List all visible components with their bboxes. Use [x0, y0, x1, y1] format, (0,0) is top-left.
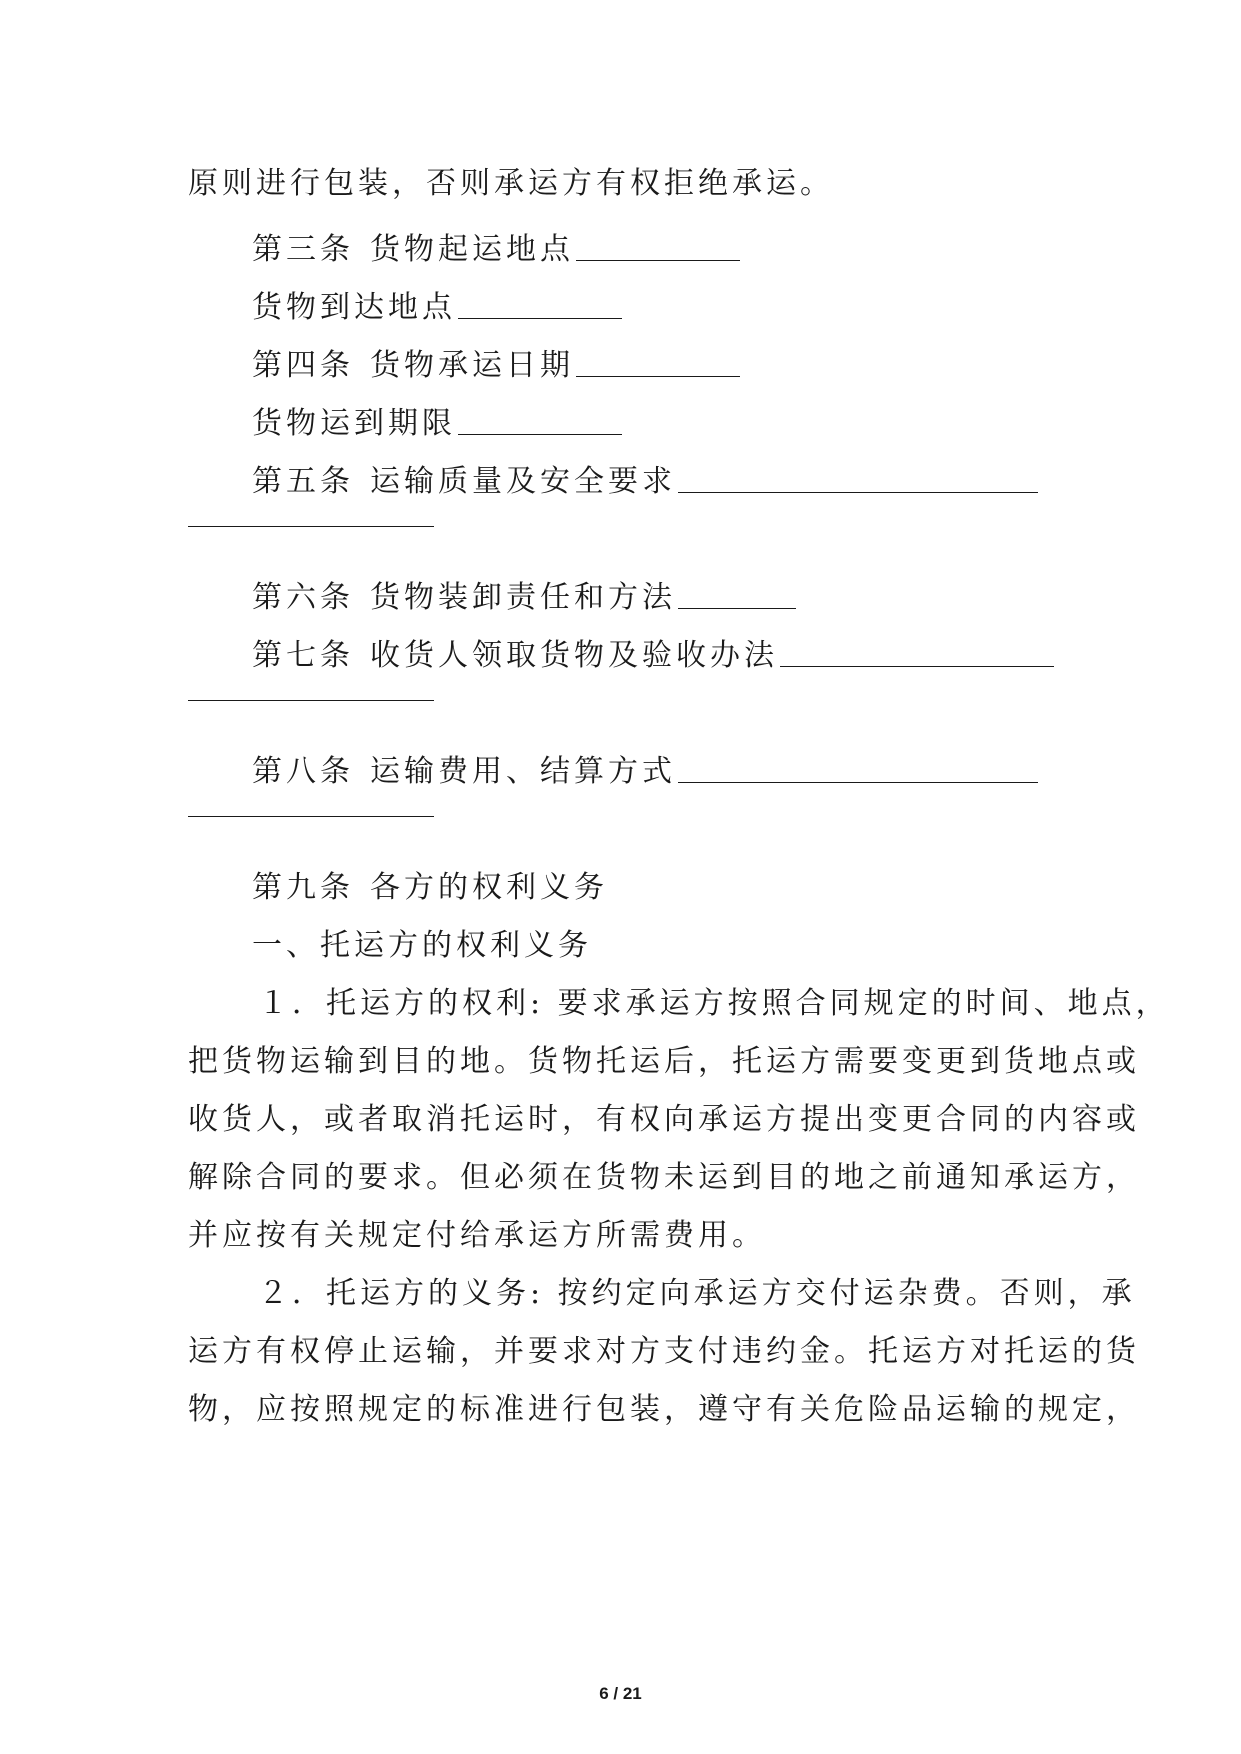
section-title: 各方的权利义务 [370, 870, 608, 905]
field-label: 货物装卸责任和方法 [370, 580, 676, 615]
fill-blank[interactable] [678, 578, 796, 609]
fill-blank[interactable] [576, 346, 740, 377]
article-number: 第九条 [252, 870, 354, 905]
article-number: 第三条 [252, 232, 354, 267]
field-label: 货物运到期限 [252, 406, 456, 441]
article-3-origin [252, 230, 1068, 270]
fill-blank[interactable] [576, 230, 740, 261]
page-number: 6 / 21 [599, 1684, 642, 1703]
article-3-destination [252, 288, 1068, 328]
paragraph-line: 运方有权停止运输，并要求对方支付违约金。托运方对托运的货 [188, 1334, 1140, 1369]
article-8-fees [252, 752, 1068, 792]
article-number: 第七条 [252, 638, 354, 673]
article-number: 第四条 [252, 348, 354, 383]
article-number: 第五条 [252, 464, 354, 499]
paragraph-line: 原则进行包装，否则承运方有权拒绝承运。 [188, 166, 834, 201]
paragraph-line: 收货人，或者取消托运时，有权向承运方提出变更合同的内容或 [188, 1102, 1140, 1137]
field-label: 运输费用、结算方式 [370, 754, 676, 789]
article-number: 第六条 [252, 580, 354, 615]
field-label: 收货人领取货物及验收办法 [370, 638, 778, 673]
article-6-loading [252, 578, 1068, 618]
article-7-acceptance [252, 636, 1068, 676]
article-5-quality [252, 462, 1068, 502]
paragraph-line: ２．托运方的义务: 按约定向承运方交付运杂费。否则，承 [258, 1276, 1136, 1311]
subsection-heading: 一、托运方的权利义务 [252, 928, 592, 963]
fill-blank-continuation[interactable] [188, 526, 434, 527]
fill-blank[interactable] [780, 636, 1054, 667]
article-4-deadline [252, 404, 1068, 444]
fill-blank-continuation[interactable] [188, 700, 434, 701]
paragraph-line: 并应按有关规定付给承运方所需费用。 [188, 1218, 766, 1253]
article-4-date [252, 346, 1068, 386]
fill-blank[interactable] [458, 404, 622, 435]
article-9-heading [252, 868, 1068, 908]
fill-blank-continuation[interactable] [188, 816, 434, 817]
field-label: 货物起运地点 [370, 232, 574, 267]
article-number: 第八条 [252, 754, 354, 789]
fill-blank[interactable] [678, 462, 1038, 493]
paragraph-line: １．托运方的权利: 要求承运方按照合同规定的时间、地点， [258, 986, 1170, 1021]
field-label: 货物承运日期 [370, 348, 574, 383]
field-label: 货物到达地点 [252, 290, 456, 325]
paragraph-line: 把货物运输到目的地。货物托运后，托运方需要变更到货地点或 [188, 1044, 1140, 1079]
field-label: 运输质量及安全要求 [370, 464, 676, 499]
fill-blank[interactable] [678, 752, 1038, 783]
paragraph-line: 解除合同的要求。但必须在货物未运到目的地之前通知承运方， [188, 1160, 1140, 1195]
fill-blank[interactable] [458, 288, 622, 319]
paragraph-line: 物，应按照规定的标准进行包装，遵守有关危险品运输的规定， [188, 1392, 1140, 1427]
